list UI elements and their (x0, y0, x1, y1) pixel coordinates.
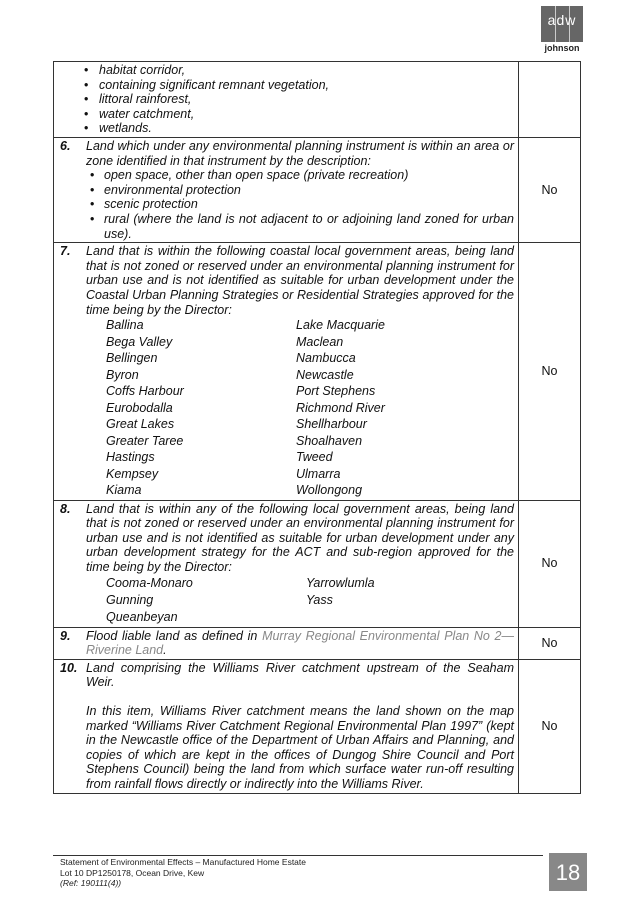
footer-reference: (Ref: 190111(4)) (60, 878, 122, 888)
row-content (54, 243, 519, 500)
item-number: 8. (60, 501, 71, 516)
company-logo (538, 6, 586, 56)
row-answer: No (519, 627, 581, 659)
area-name: Newcastle (296, 367, 354, 382)
area-name: Nambucca (296, 351, 356, 366)
row-answer: No (519, 243, 581, 500)
area-name: Great Lakes (106, 417, 175, 432)
area-name: Ulmarra (296, 466, 341, 481)
plan-reference: Murray Regional Environmental Plan No 2—Riverine Land (86, 628, 514, 658)
item-number: 9. (60, 628, 71, 643)
list-item: • scenic protection (86, 197, 514, 212)
criteria-table (53, 61, 581, 794)
row-content (54, 627, 519, 659)
area-name: Shellharbour (296, 417, 367, 432)
item-text-part: Flood liable land as defined in (86, 628, 263, 643)
list-item: • environmental protection (86, 183, 514, 198)
area-name: Richmond River (296, 400, 385, 415)
area-name: Kiama (106, 483, 142, 498)
table-row (54, 62, 581, 138)
area-name: Coffs Harbour (106, 384, 184, 399)
footer-title: Statement of Environmental Effects – Manufactured Home Estate (60, 857, 306, 867)
row-content (54, 500, 519, 627)
bullet-list (86, 168, 514, 241)
area-name: Queanbeyan (106, 609, 178, 624)
item-number: 10. (60, 660, 78, 675)
row-answer (519, 62, 581, 138)
area-name: Kempsey (106, 466, 159, 481)
area-list (106, 575, 514, 626)
row-content (54, 62, 519, 138)
item-text: Land that is within the following coastal local government areas, being land that is not zoned or reserved under an environmental planning instrument for urban use and is not identified as suitable for urban development under the Coastal Urban Planning Strategies or Residential Strategies approved for the time being by the Director: (86, 244, 514, 317)
footer (60, 857, 306, 889)
row-answer: No (519, 659, 581, 793)
list-item: • water catchment, (58, 107, 514, 122)
area-name: Byron (106, 367, 139, 382)
footer-divider (53, 855, 543, 856)
item-number: 7. (60, 244, 71, 259)
list-item: • open space, other than open space (private recreation) (86, 168, 514, 183)
area-name: Yass (306, 592, 333, 607)
item-number: 6. (60, 138, 71, 153)
footer-address: Lot 10 DP1250178, Ocean Drive, Kew (60, 867, 205, 878)
table-row (54, 659, 581, 793)
table-row (54, 243, 581, 500)
area-name: Bellingen (106, 351, 158, 366)
logo-mark (541, 6, 583, 42)
row-content (54, 137, 519, 242)
bullet-list (58, 63, 514, 136)
list-item: • littoral rainforest, (58, 92, 514, 107)
area-name: Port Stephens (296, 384, 376, 399)
page-number: 18 (549, 853, 587, 891)
area-name: Maclean (296, 334, 344, 349)
area-name: Yarrowlumla (306, 575, 375, 590)
area-name: Lake Macquarie (296, 318, 385, 333)
row-content (54, 659, 519, 793)
logo-mark-text: adw (547, 12, 577, 28)
area-name: Shoalhaven (296, 433, 363, 448)
table-row (54, 627, 581, 659)
logo-name: johnson (544, 43, 580, 53)
item-text (86, 629, 514, 658)
area-name: Ballina (106, 318, 144, 333)
area-name: Cooma-Monaro (106, 575, 193, 590)
area-name: Greater Taree (106, 433, 184, 448)
item-text: In this item, Williams River catchment means the land shown on the map marked “Williams River Catchment Regional Environmental Plan 1997” (kept in the Newcastle office of the Department of Urban Affairs and Planning, and copies of which are kept in the offices of Dungog Shire Council and Port Stephens Council) being the land from which surface water run-off resulting from rainfall flows directly or indirectly into the Williams River. (86, 703, 514, 791)
area-list (106, 317, 514, 499)
row-answer: No (519, 500, 581, 627)
item-text-part: . (163, 643, 167, 658)
row-answer: No (519, 137, 581, 242)
item-text: Land comprising the Williams River catchment upstream of the Seaham Weir. (86, 660, 514, 690)
area-name: Hastings (106, 450, 155, 465)
area-name: Eurobodalla (106, 400, 173, 415)
area-name: Gunning (106, 592, 154, 607)
area-name: Bega Valley (106, 334, 173, 349)
list-item: • rural (where the land is not adjacent to or adjoining land zoned for urban use). (86, 212, 514, 241)
list-item: • containing significant remnant vegetation, (58, 78, 514, 93)
area-name: Tweed (296, 450, 333, 465)
table-row (54, 500, 581, 627)
list-item: • wetlands. (58, 121, 514, 136)
item-text: Land that is within any of the following local government areas, being land that is not zoned or reserved under an environmental planning instrument for urban use and is not identified as suitable for urban development under any urban development strategy for the ACT and sub-region approved for the time being by the Director: (86, 501, 514, 574)
item-text: Land which under any environmental planning instrument is within an area or zone identified in that instrument by the description: (86, 138, 514, 168)
list-item: • habitat corridor, (58, 63, 514, 78)
area-name: Wollongong (296, 483, 363, 498)
table-row (54, 137, 581, 242)
